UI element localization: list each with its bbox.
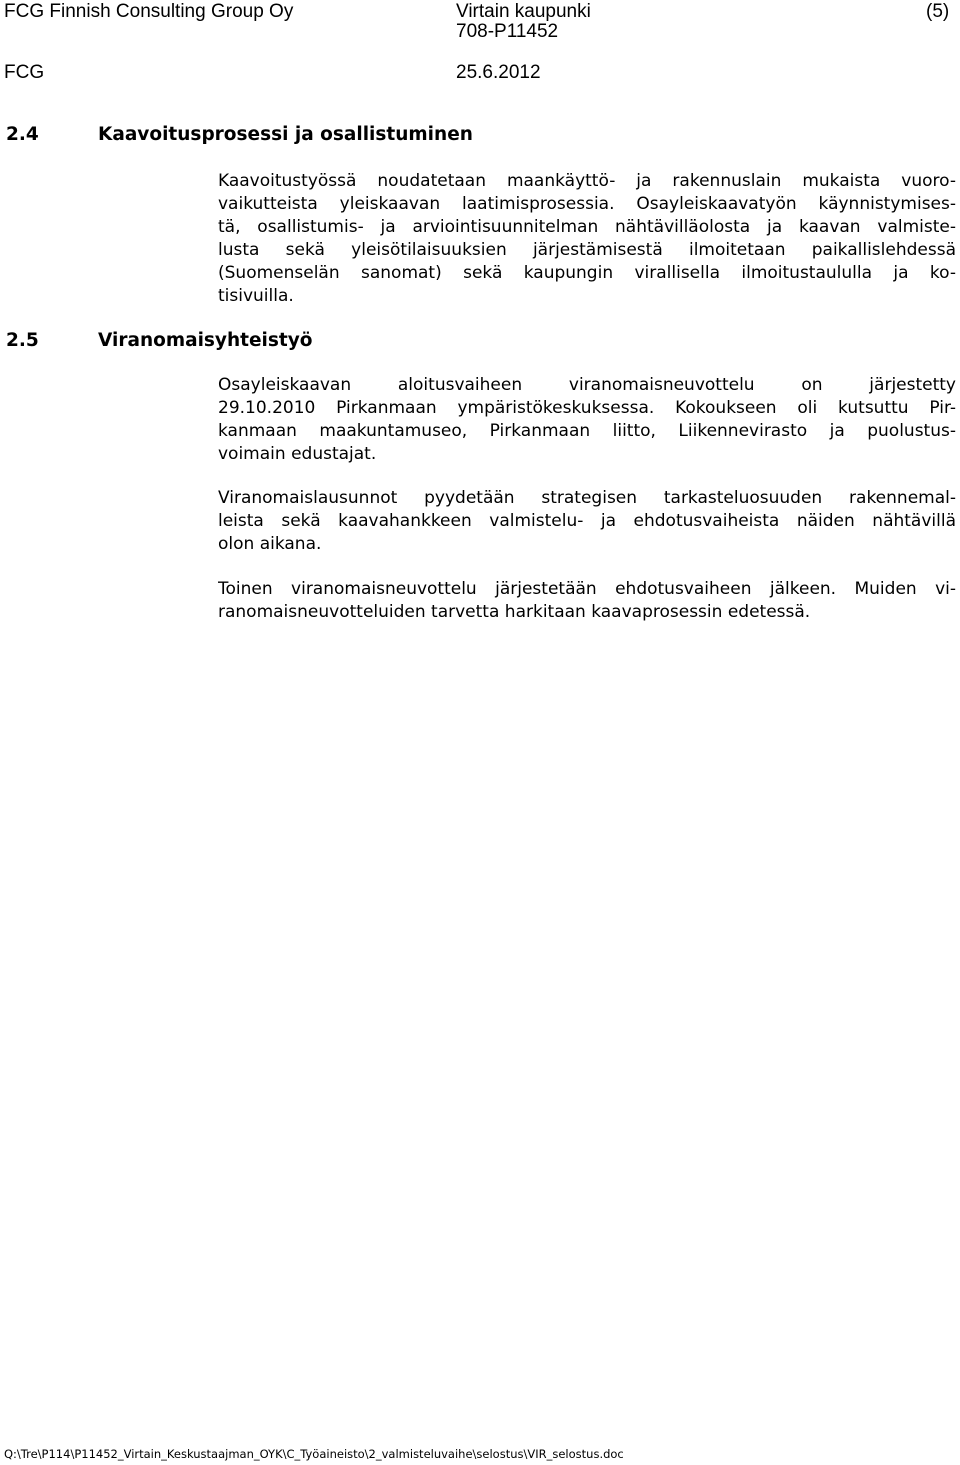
section-number: 2.5 xyxy=(6,330,39,351)
paragraph-line: ranomaisneuvotteluiden tarvetta harkitaan kaavaprosessin edetessä. xyxy=(218,602,811,622)
header-short-name: FCG xyxy=(4,62,45,83)
paragraph-line: olon aikana. xyxy=(218,534,322,554)
section-heading-2-4 xyxy=(6,123,473,147)
paragraph-line: leista sekä kaavahankkeen valmistelu- ja ehdotusvaiheista näiden nähtävillä xyxy=(218,511,956,531)
header-company: FCG Finnish Consulting Group Oy xyxy=(4,1,294,22)
header-project-code: 708-P11452 xyxy=(456,21,559,42)
paragraph-line: Toinen viranomaisneuvottelu järjestetään ehdotusvaiheen jälkeen. Muiden vi- xyxy=(218,579,956,599)
header-page-number: (5) xyxy=(926,1,950,22)
paragraph-line: 29.10.2010 Pirkanmaan ympäristökeskuksessa. Kokoukseen oli kutsuttu Pir- xyxy=(218,398,956,418)
paragraph-line: tisivuilla. xyxy=(218,286,294,306)
header-client: Virtain kaupunki xyxy=(456,1,591,22)
paragraph-line: kanmaan maakuntamuseo, Pirkanmaan liitto, Liikennevirasto ja puolustus- xyxy=(218,421,956,441)
paragraph-line: voimain edustajat. xyxy=(218,444,377,464)
section-title: Kaavoitusprosessi ja osallistuminen xyxy=(98,124,473,145)
header-date: 25.6.2012 xyxy=(456,62,541,83)
paragraph-line: (Suomenselän sanomat) sekä kaupungin virallisella ilmoitustaululla ja ko- xyxy=(218,263,956,283)
paragraph-line: Viranomaislausunnot pyydetään strategisen tarkasteluosuuden rakennemal- xyxy=(218,488,956,508)
section-heading-2-5 xyxy=(6,329,313,353)
paragraph-line: vaikutteista yleiskaavan laatimisprosessia. Osayleiskaavatyön käynnistymises- xyxy=(218,194,956,214)
paragraph-line: lusta sekä yleisötilaisuuksien järjestämisestä ilmoitetaan paikallislehdessä xyxy=(218,240,956,260)
paragraph-line: Kaavoitustyössä noudatetaan maankäyttö- ja rakennuslain mukaista vuoro- xyxy=(218,171,956,191)
footer-file-path: Q:\Tre\P114\P11452_Virtain_Keskustaajman_OYK\C_Työaineisto\2_valmisteluvaihe\selostus\VIR_selostus.doc xyxy=(4,1447,624,1461)
section-title: Viranomaisyhteistyö xyxy=(98,330,313,351)
section-number: 2.4 xyxy=(6,124,39,145)
paragraph-line: Osayleiskaavan aloitusvaiheen viranomaisneuvottelu on järjestetty xyxy=(218,375,956,395)
paragraph-line: tä, osallistumis- ja arviointisuunnitelman nähtävilläolosta ja kaavan valmiste- xyxy=(218,217,956,237)
